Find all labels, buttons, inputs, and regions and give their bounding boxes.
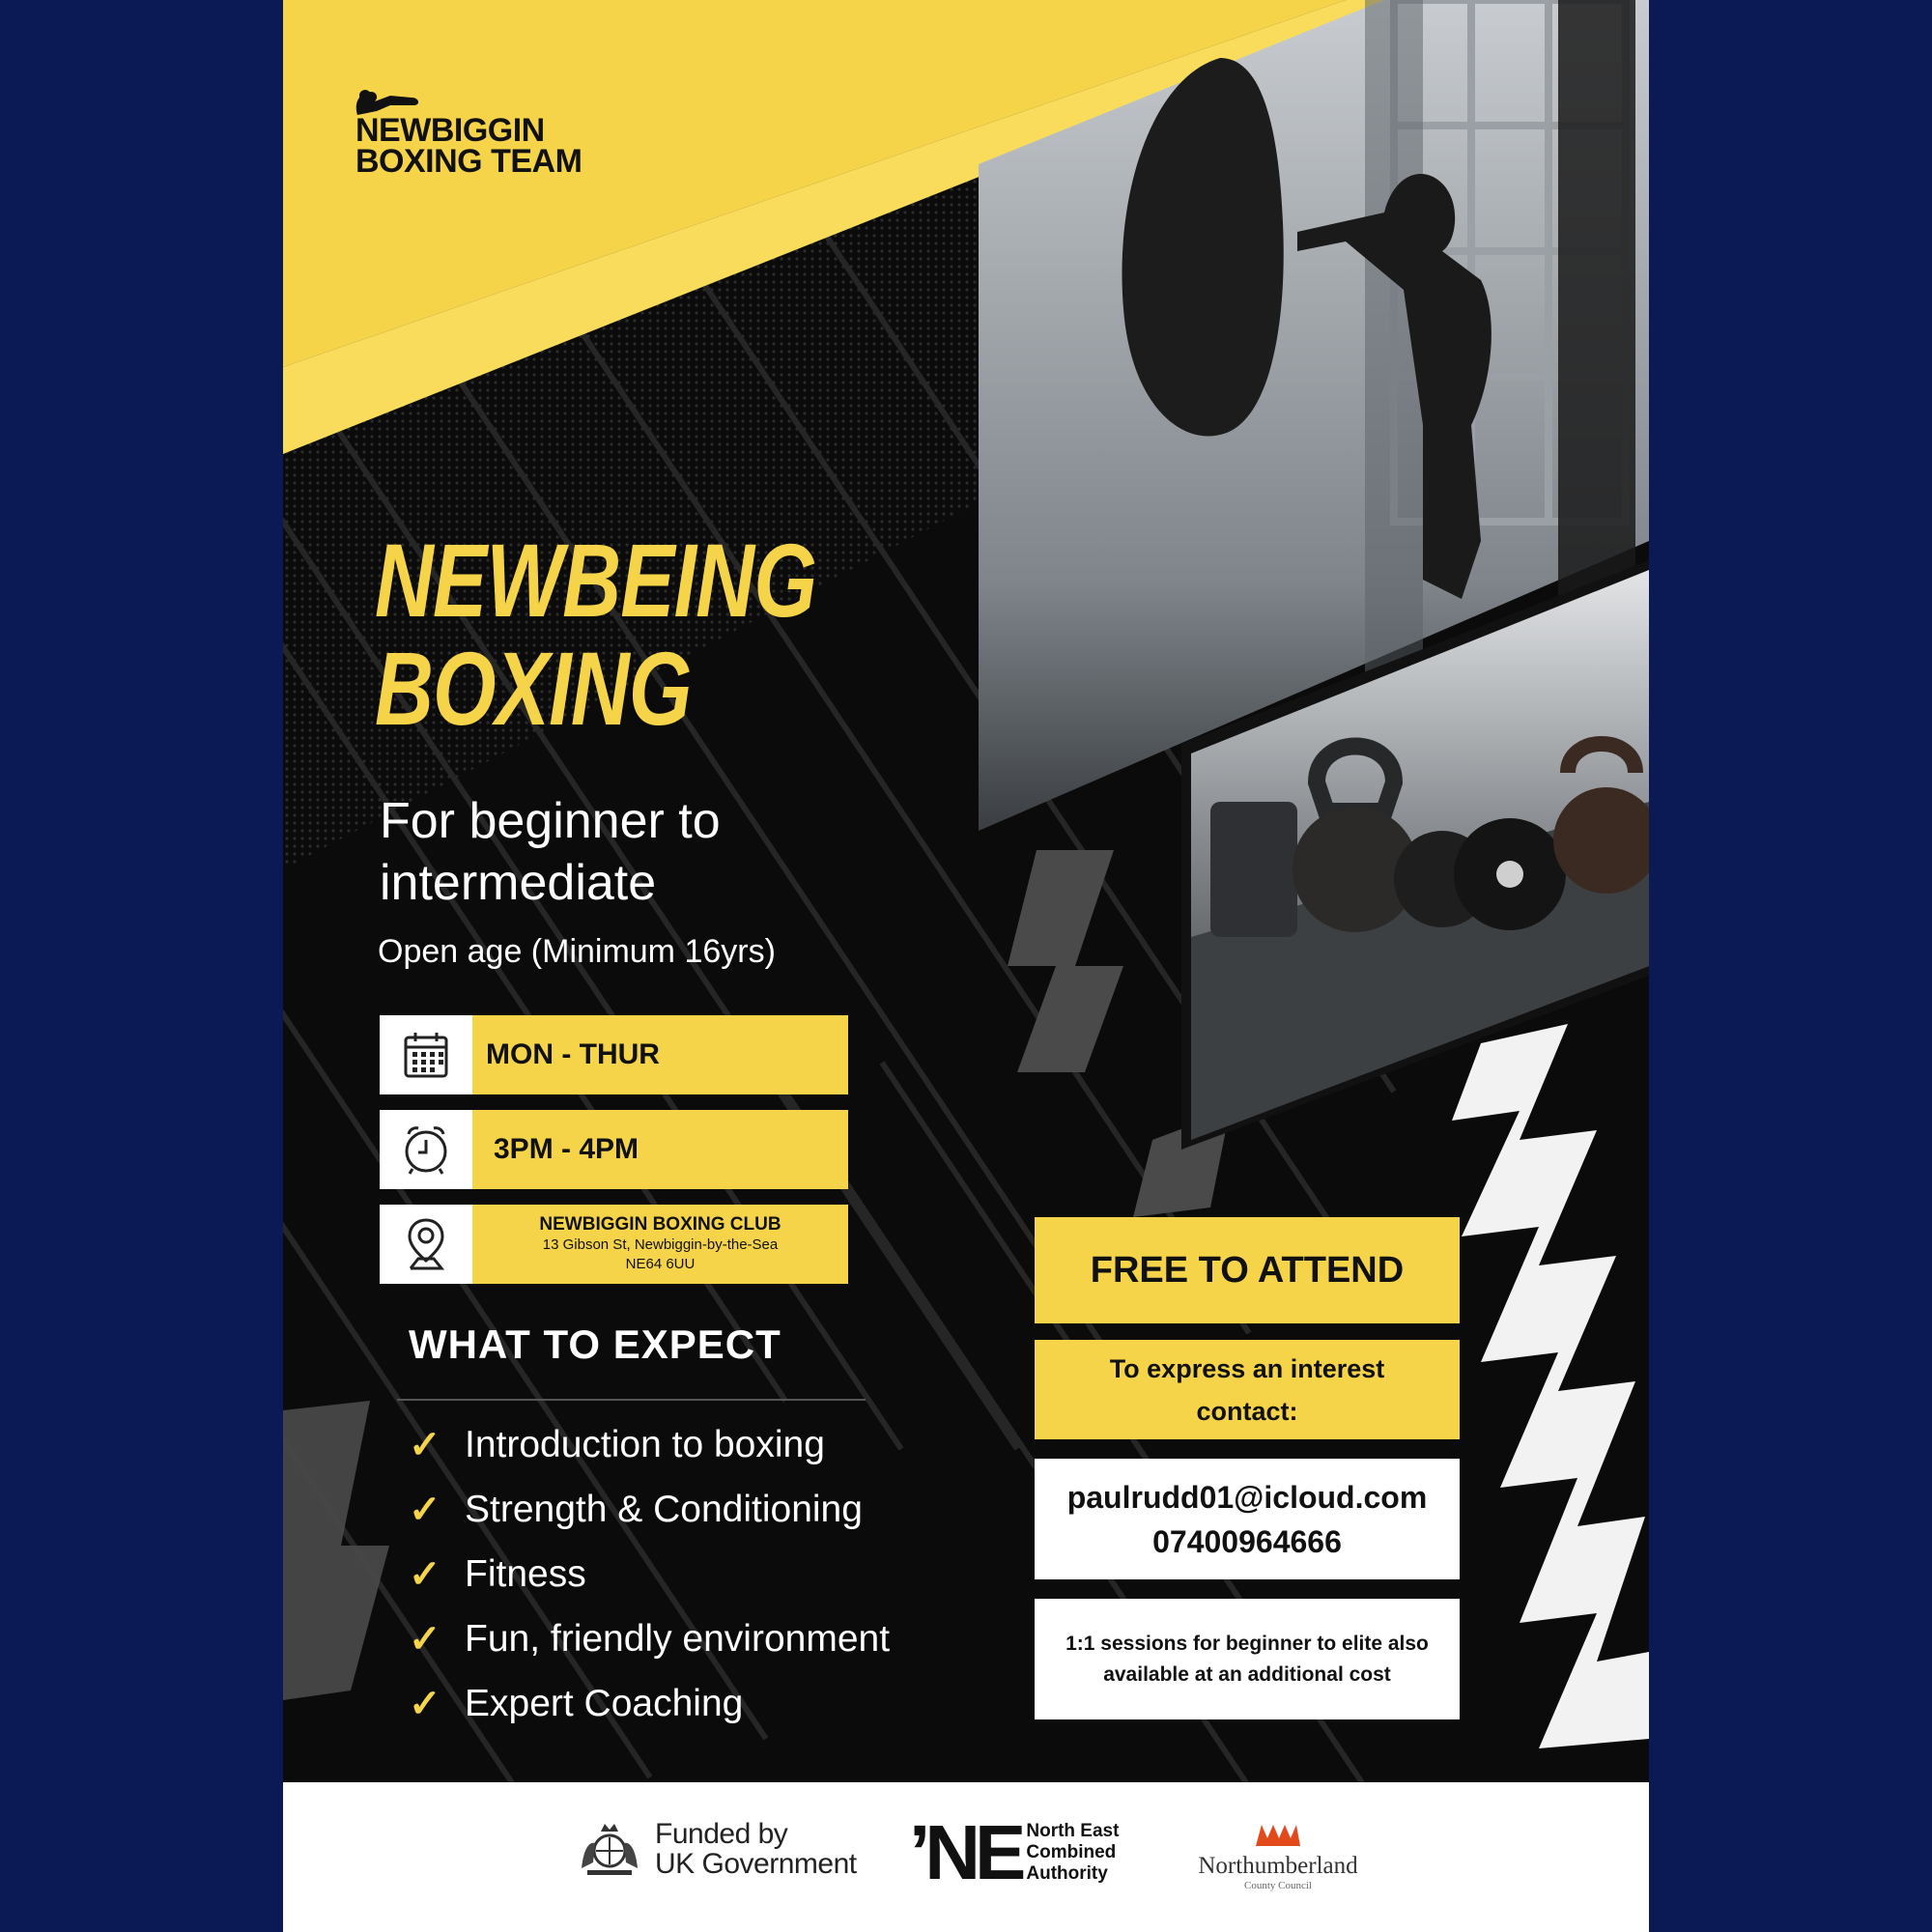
days-row	[380, 1015, 848, 1094]
list-item: ✓ Fun, friendly environment	[409, 1617, 891, 1661]
page-title	[375, 522, 817, 747]
subtitle-line-2: intermediate	[380, 855, 657, 911]
funded-line-2: UK Government	[655, 1848, 857, 1880]
free-badge: FREE TO ATTEND	[1035, 1217, 1460, 1323]
interest-line-1: To express an interest	[1109, 1353, 1385, 1383]
list-item: ✓ Introduction to boxing	[409, 1423, 825, 1466]
poster	[283, 0, 1649, 1932]
expect-divider	[397, 1399, 866, 1401]
contact-phone[interactable]: 07400964666	[1152, 1523, 1342, 1559]
checkmark-icon: ✓	[409, 1423, 441, 1466]
funded-line-1: Funded by	[655, 1818, 788, 1850]
team-logo	[355, 92, 645, 188]
ne-mark: ʼNE	[909, 1809, 1021, 1895]
funders-footer	[283, 1782, 1649, 1932]
sessions-note	[1035, 1599, 1460, 1719]
council-logo-icon	[1254, 1821, 1302, 1848]
title-line-2: BOXING	[375, 630, 692, 747]
note-line-1: 1:1 sessions for beginner to elite also	[1065, 1632, 1429, 1655]
contact-box	[1035, 1459, 1460, 1579]
checkmark-icon: ✓	[409, 1488, 441, 1531]
list-item: ✓ Expert Coaching	[409, 1682, 744, 1725]
venue-street: 13 Gibson St, Newbiggin-by-the-Sea	[542, 1236, 779, 1253]
logo-line-2: BOXING TEAM	[355, 143, 582, 180]
ne-line-1: North East	[1026, 1821, 1120, 1841]
northumberland-logo	[1181, 1821, 1375, 1891]
logo-line-1: NEWBIGGIN	[355, 112, 545, 149]
subtitle-line-1: For beginner to	[380, 793, 721, 849]
subtitle	[380, 790, 721, 914]
checkmark-icon: ✓	[409, 1682, 441, 1725]
uk-gov-logo	[578, 1819, 857, 1879]
council-name: Northumberland	[1198, 1853, 1358, 1879]
note-line-2: available at an additional cost	[1103, 1662, 1391, 1686]
expect-list	[409, 1412, 890, 1736]
venue-row	[380, 1205, 848, 1284]
interest-line-2: contact:	[1196, 1396, 1298, 1426]
venue-name: NEWBIGGIN BOXING CLUB	[539, 1214, 781, 1235]
calendar-icon	[403, 1031, 449, 1079]
age-note: Open age (Minimum 16yrs)	[378, 933, 776, 970]
list-item: ✓ Fitness	[409, 1552, 586, 1596]
interest-box	[1035, 1340, 1460, 1439]
contact-email[interactable]: paulrudd01@icloud.com	[1066, 1479, 1428, 1515]
royal-crest-icon	[578, 1820, 641, 1878]
ne-line-2: Combined	[1026, 1842, 1117, 1862]
list-item: ✓ Strength & Conditioning	[409, 1488, 863, 1531]
alarm-clock-icon	[401, 1122, 451, 1177]
time-text: 3PM - 4PM	[494, 1133, 639, 1165]
checkmark-icon: ✓	[409, 1552, 441, 1596]
kettlebell-photo	[1152, 560, 1649, 1159]
ne-line-3: Authority	[1026, 1863, 1108, 1884]
days-text: MON - THUR	[486, 1038, 660, 1070]
location-pin-icon	[405, 1216, 447, 1272]
venue-postcode: NE64 6UU	[625, 1256, 696, 1272]
title-line-1: NEWBEING	[375, 522, 817, 639]
council-sub: County Council	[1244, 1880, 1312, 1891]
time-row	[380, 1110, 848, 1189]
ne-authority-logo	[909, 1809, 1120, 1895]
checkmark-icon: ✓	[409, 1617, 441, 1661]
expect-heading: WHAT TO EXPECT	[409, 1321, 781, 1367]
